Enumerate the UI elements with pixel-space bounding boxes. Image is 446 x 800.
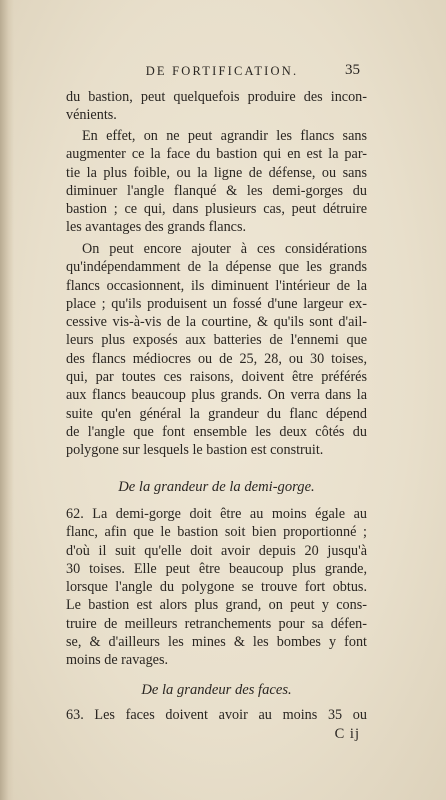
text-line: les avantages des grands flancs. <box>66 219 247 236</box>
section-heading <box>66 681 367 699</box>
page-number: 35 <box>345 62 360 78</box>
text-line: truire de meilleurs retranchements pour sa défen- <box>66 615 367 632</box>
text-line: vénients. <box>66 107 117 124</box>
text-line: En effet, on ne peut agrandir les flancs sans <box>82 128 367 144</box>
text-line: polygone sur lesquels le bastion est construit. <box>66 442 324 459</box>
text-line: flancs occasionnent, ils diminuent l'intérieur de la <box>66 277 367 294</box>
text-line: des flancs médiocres ou de 25, 28, ou 30 toises, <box>66 350 367 367</box>
text-line: d'où il suit qu'elle doit avoir depuis 20 jusqu'à <box>66 542 367 559</box>
text-line: tie la plus foible, ou la ligne de défense, ou sans <box>66 164 367 181</box>
paragraph-5 <box>66 706 367 724</box>
text-line: moins de ravages. <box>66 652 169 669</box>
text-line: flanc, afin que le bastion soit bien proportionné ; <box>66 524 367 541</box>
text-line: du bastion, peut quelquefois produire des incon- <box>66 89 367 105</box>
text-line: se, & d'ailleurs les mines & les bombes y font <box>66 634 367 651</box>
paragraph-2 <box>66 127 367 237</box>
running-title: DE FORTIFICATION. <box>145 64 299 78</box>
signature-mark: C ij <box>334 726 360 742</box>
text-line: qu'indépendamment de la dépense que les grands <box>66 259 367 276</box>
text-line: de l'angle que font ensemble les deux côtés du <box>66 423 367 440</box>
text-line: 63. Les faces doivent avoir au moins 35 ou <box>66 707 367 723</box>
text-line: place ; qu'ils produisent un fossé d'une largeur ex- <box>66 295 367 312</box>
text-line: On peut encore ajouter à ces considérations <box>82 241 367 257</box>
page-gutter-shadow <box>0 0 14 800</box>
text-line: augmenter ce la face du bastion qui en est la par- <box>66 146 367 163</box>
text-line: leurs plus exposés aux batteries de l'ennemi que <box>66 332 367 349</box>
text-line: cessive vis-à-vis de la courtine, & qu'ils sont d'ail- <box>66 314 367 331</box>
paragraph-3 <box>66 240 367 460</box>
text-line: qui, par toutes ces raisons, doivent être préférés <box>66 369 367 386</box>
text-line: 30 toises. Elle peut être beaucoup plus grande, <box>66 560 367 577</box>
text-line: Le bastion est alors plus grand, on peut y cons- <box>66 597 367 614</box>
text-line: suite qu'en général la grandeur du flanc dépend <box>66 405 367 422</box>
paragraph-4 <box>66 505 367 670</box>
section-heading-text: De la grandeur de la demi-gorge. <box>118 479 315 495</box>
text-line: diminuer l'angle flanqué & les demi-gorges du <box>66 182 367 199</box>
section-heading <box>66 478 367 496</box>
text-line: bastion ; ce qui, dans plusieurs cas, peut détruire <box>66 201 367 218</box>
text-line: lorsque l'angle du polygone se trouve fort obtus. <box>66 579 367 596</box>
text-line: 62. La demi-gorge doit être au moins égale au <box>66 506 367 522</box>
paragraph-1 <box>66 88 367 125</box>
text-line: aux flancs beaucoup plus grands. On verra dans la <box>66 387 367 404</box>
section-heading-text: De la grandeur des faces. <box>141 682 292 698</box>
